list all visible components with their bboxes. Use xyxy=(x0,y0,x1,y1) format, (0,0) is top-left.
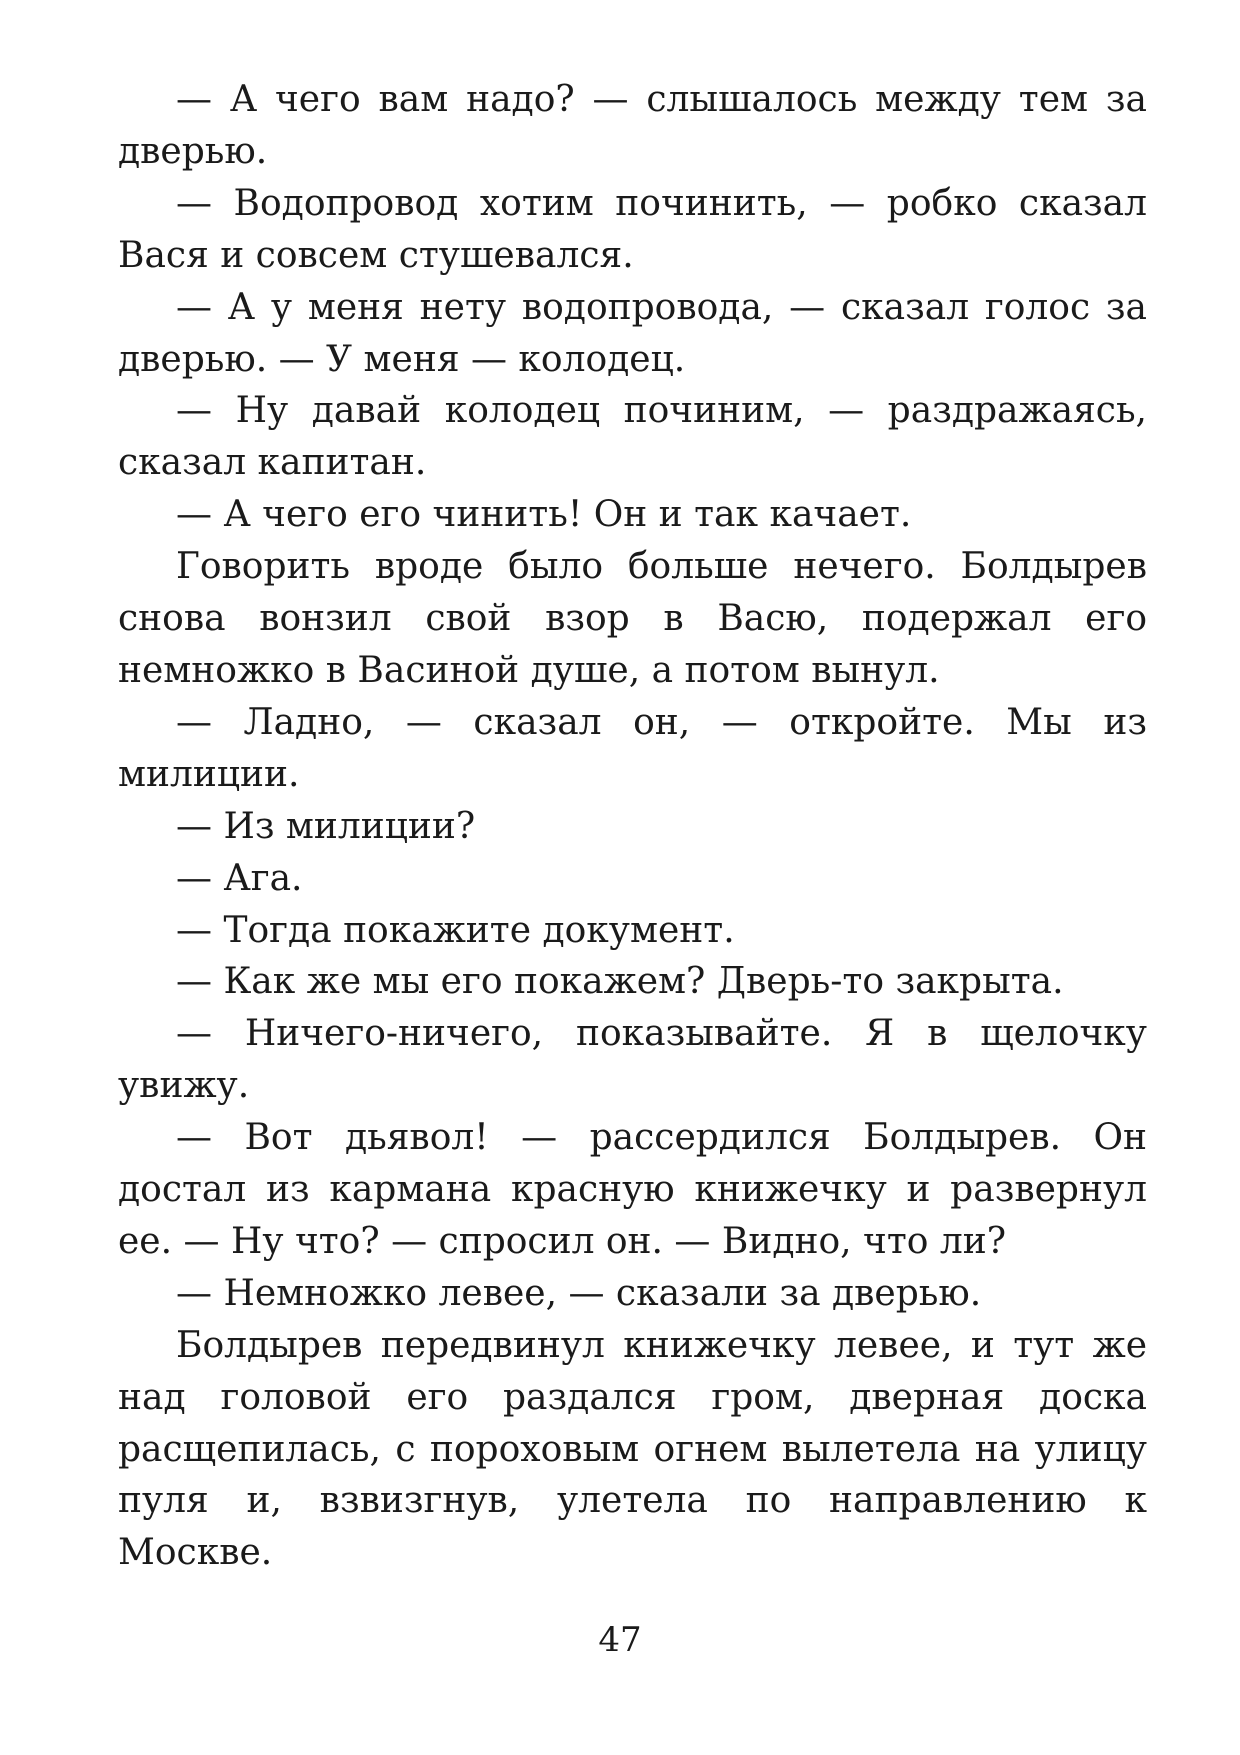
paragraph: — Ага. xyxy=(176,857,303,899)
paragraph: — Из милиции? xyxy=(176,805,476,847)
paragraph: — А чего его чинить! Он и так качает. xyxy=(176,494,912,536)
page-number: 47 xyxy=(598,1620,642,1660)
paragraph: — Как же мы его покажем? Дверь-то закрыта. xyxy=(176,961,1064,1003)
paragraph: Говорить вроде было больше нечего. Болдырев снова вонзил свой взор в Васю, подержал его немножко в Васиной душе, а потом вынул. xyxy=(118,546,1147,691)
paragraph: — Водопровод хотим починить, — робко сказал Вася и совсем стушевался. xyxy=(118,182,1147,276)
paragraph: — А чего вам надо? — слышалось между тем за дверью. xyxy=(118,79,1147,172)
paragraph: — Ничего-ничего, показывайте. Я в щелочку увижу. xyxy=(118,1013,1147,1107)
paragraph: — Вот дьявол! — рассердился Болдырев. Он достал из кармана красную книжечку и развернул ее. — Ну что? — спросил он. — Видно, что ли? xyxy=(118,1117,1147,1262)
paragraph: — Ну давай колодец починим, — раздражаясь, сказал капитан. xyxy=(118,390,1147,484)
paragraph: Болдырев передвинул книжечку левее, и тут же над головой его раздался гром, дверная доска расщепилась, с пороховым огнем вылетела на улицу пуля и, взвизгнув, улетела по направлению к Москве. xyxy=(118,1324,1147,1574)
page-text xyxy=(118,74,1147,1579)
paragraph: — Ладно, — сказал он, — откройте. Мы из милиции. xyxy=(118,701,1147,795)
paragraph: — Тогда покажите документ. xyxy=(176,909,735,951)
paragraph: — Немножко левее, — сказали за дверью. xyxy=(176,1272,982,1314)
paragraph: — А у меня нету водопровода, — сказал голос за дверью. — У меня — колодец. xyxy=(118,286,1147,380)
